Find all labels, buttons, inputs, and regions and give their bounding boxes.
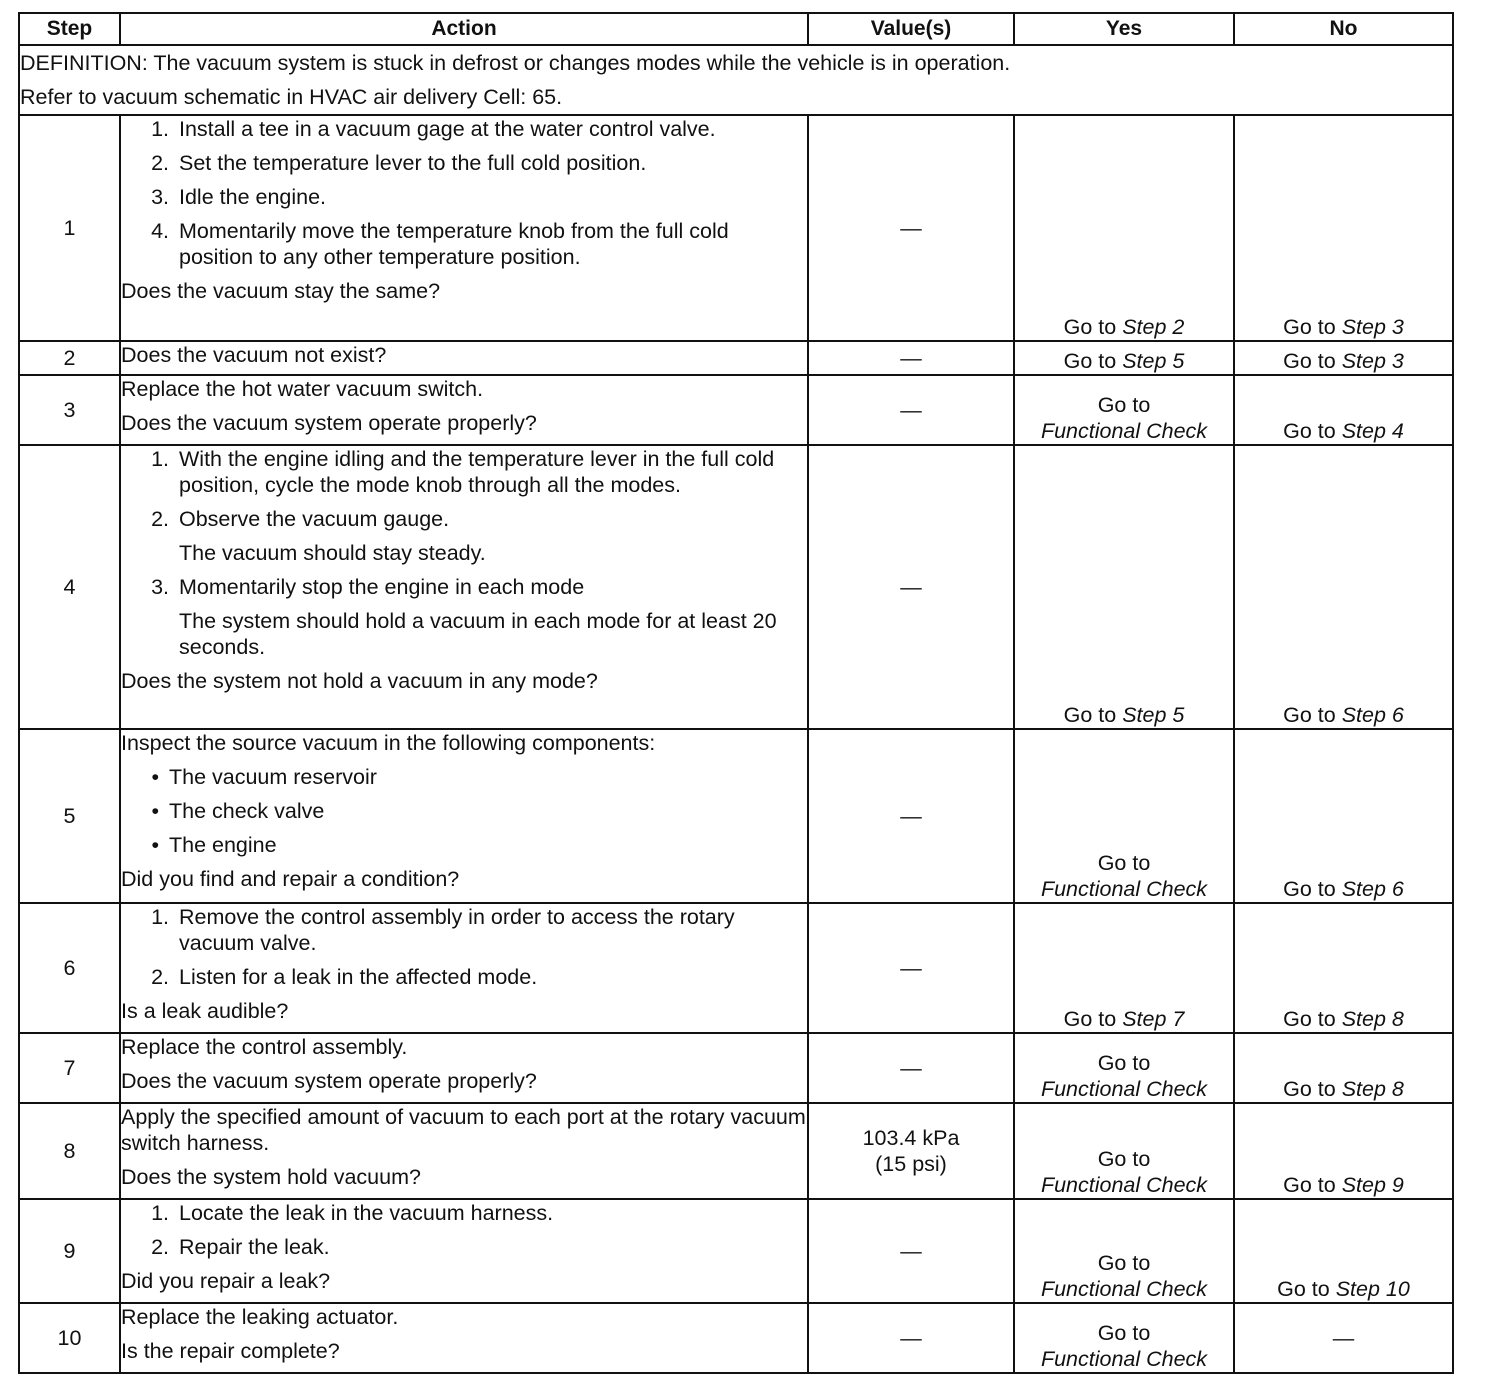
definition-cell xyxy=(19,45,1453,115)
question: Is a leak audible? xyxy=(121,999,289,1023)
question: Is the repair complete? xyxy=(121,1339,340,1363)
question: Does the vacuum stay the same? xyxy=(121,279,441,303)
step-row-8 xyxy=(19,1103,1453,1199)
step-number: 9 xyxy=(19,1199,120,1303)
value-cell xyxy=(808,1103,1014,1199)
value-kpa: 103.4 kPa xyxy=(862,1126,960,1150)
action-cell xyxy=(120,903,808,1033)
yes-cell: Go to Functional Check xyxy=(1014,1033,1234,1103)
action-cell xyxy=(120,729,808,903)
action-cell xyxy=(120,1103,808,1199)
list-item: 4. Momentarily move the temperature knob from the full cold position to any other temperature position. xyxy=(151,219,729,269)
definition-reference: Refer to vacuum schematic in HVAC air delivery Cell: 65. xyxy=(20,85,563,109)
step-number: 5 xyxy=(19,729,120,903)
no-cell: Go to Step 3 xyxy=(1234,341,1453,375)
step-number: 4 xyxy=(19,445,120,729)
value-psi: (15 psi) xyxy=(875,1152,947,1176)
list-item: • The check valve xyxy=(151,799,325,823)
no-cell: Go to Step 6 xyxy=(1234,729,1453,903)
instruction: Replace the control assembly. xyxy=(121,1035,408,1059)
diagnostic-table xyxy=(18,12,1454,1374)
instruction: Replace the leaking actuator. xyxy=(121,1305,399,1329)
step-number: 2 xyxy=(19,341,120,375)
header-step: Step xyxy=(19,13,120,45)
step-number: 6 xyxy=(19,903,120,1033)
list-item: 1. Remove the control assembly in order to access the rotary vacuum valve. xyxy=(151,905,735,955)
yes-cell: Go to Functional Check xyxy=(1014,1303,1234,1373)
list-item: • The vacuum reservoir xyxy=(151,765,377,789)
action-cell xyxy=(120,1303,808,1373)
yes-cell: Go to Step 5 xyxy=(1014,341,1234,375)
yes-cell: Go to Functional Check xyxy=(1014,1103,1234,1199)
list-item: 3. Momentarily stop the engine in each mode xyxy=(151,575,585,599)
step-number: 7 xyxy=(19,1033,120,1103)
instruction: Replace the hot water vacuum switch. xyxy=(121,377,484,401)
yes-cell: Go to Step 5 xyxy=(1014,445,1234,729)
value-cell: — xyxy=(808,903,1014,1033)
step-row-7 xyxy=(19,1033,1453,1103)
step-row-3 xyxy=(19,375,1453,445)
question: Did you repair a leak? xyxy=(121,1269,331,1293)
value-cell: — xyxy=(808,341,1014,375)
question: Does the vacuum not exist? xyxy=(121,343,387,367)
value-cell: — xyxy=(808,1199,1014,1303)
no-cell: — xyxy=(1234,1303,1453,1373)
note: The vacuum should stay steady. xyxy=(179,541,486,565)
action-cell xyxy=(120,341,808,375)
list-item: • The engine xyxy=(151,833,277,857)
yes-cell: Go to Functional Check xyxy=(1014,1199,1234,1303)
action-cell xyxy=(120,1199,808,1303)
header-row xyxy=(19,13,1453,45)
action-cell xyxy=(120,115,808,341)
no-cell: Go to Step 6 xyxy=(1234,445,1453,729)
list-item: 2. Observe the vacuum gauge. xyxy=(151,507,450,531)
question: Does the system hold vacuum? xyxy=(121,1165,421,1189)
list-item: 3. Idle the engine. xyxy=(151,185,327,209)
no-cell: Go to Step 8 xyxy=(1234,1033,1453,1103)
header-action: Action xyxy=(120,13,808,45)
value-cell: — xyxy=(808,729,1014,903)
question: Did you find and repair a condition? xyxy=(121,867,460,891)
step-number: 3 xyxy=(19,375,120,445)
value-cell: — xyxy=(808,445,1014,729)
no-cell: Go to Step 10 xyxy=(1234,1199,1453,1303)
yes-cell: Go to Functional Check xyxy=(1014,729,1234,903)
value-cell: — xyxy=(808,115,1014,341)
no-cell: Go to Step 3 xyxy=(1234,115,1453,341)
value-cell: — xyxy=(808,1303,1014,1373)
list-item: 2. Listen for a leak in the affected mode. xyxy=(151,965,538,989)
no-cell: Go to Step 4 xyxy=(1234,375,1453,445)
definition-text: DEFINITION: The vacuum system is stuck in defrost or changes modes while the vehicle is in operation. xyxy=(20,51,1011,75)
header-yes: Yes xyxy=(1014,13,1234,45)
list-item: 1. Locate the leak in the vacuum harness. xyxy=(151,1201,554,1225)
list-item: 1. With the engine idling and the temperature lever in the full cold position, cycle the mode knob through all the modes. xyxy=(151,447,775,497)
step-row-5 xyxy=(19,729,1453,903)
step-row-4 xyxy=(19,445,1453,729)
list-item: 1. Install a tee in a vacuum gage at the water control valve. xyxy=(151,117,716,141)
action-cell xyxy=(120,375,808,445)
action-cell xyxy=(120,445,808,729)
step-row-1 xyxy=(19,115,1453,341)
step-number: 8 xyxy=(19,1103,120,1199)
list-item: 2. Set the temperature lever to the full cold position. xyxy=(151,151,647,175)
step-row-6 xyxy=(19,903,1453,1033)
note: The system should hold a vacuum in each mode for at least 20 seconds. xyxy=(179,609,777,659)
instruction: Inspect the source vacuum in the following components: xyxy=(121,731,656,755)
step-number: 10 xyxy=(19,1303,120,1373)
list-item: 2. Repair the leak. xyxy=(151,1235,330,1259)
step-row-10 xyxy=(19,1303,1453,1373)
value-cell: — xyxy=(808,375,1014,445)
question: Does the system not hold a vacuum in any mode? xyxy=(121,669,598,693)
step-row-9 xyxy=(19,1199,1453,1303)
step-row-2 xyxy=(19,341,1453,375)
header-values: Value(s) xyxy=(808,13,1014,45)
no-cell: Go to Step 9 xyxy=(1234,1103,1453,1199)
action-cell xyxy=(120,1033,808,1103)
definition-row xyxy=(19,45,1453,115)
header-no: No xyxy=(1234,13,1453,45)
question: Does the vacuum system operate properly? xyxy=(121,1069,537,1093)
yes-cell: Go to Functional Check xyxy=(1014,375,1234,445)
yes-cell: Go to Step 2 xyxy=(1014,115,1234,341)
value-cell: — xyxy=(808,1033,1014,1103)
step-number: 1 xyxy=(19,115,120,341)
instruction: Apply the specified amount of vacuum to each port at the rotary vacuum switch harness. xyxy=(121,1105,806,1155)
yes-cell: Go to Step 7 xyxy=(1014,903,1234,1033)
no-cell: Go to Step 8 xyxy=(1234,903,1453,1033)
question: Does the vacuum system operate properly? xyxy=(121,411,537,435)
